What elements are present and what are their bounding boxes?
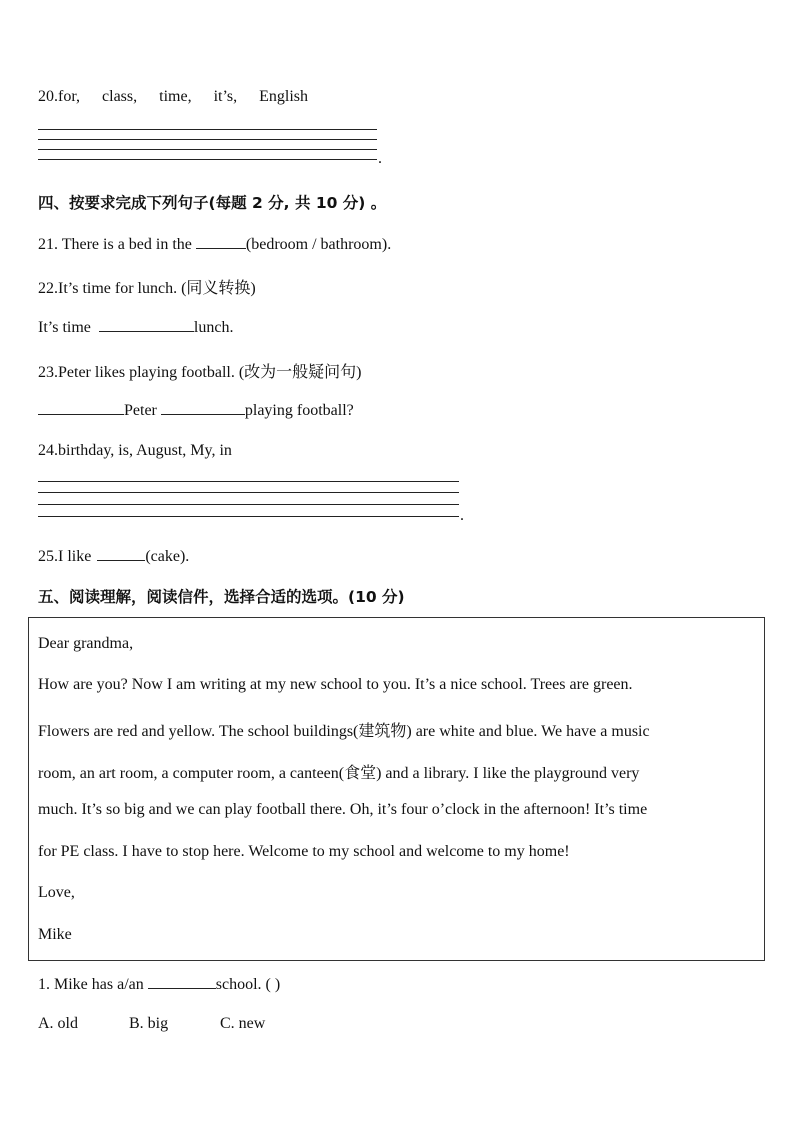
q20-word-5: English: [259, 88, 309, 105]
q20-word-3: time,: [159, 88, 192, 105]
q24-words: birthday, is, August, My, in: [58, 442, 232, 459]
q20-word-2: class,: [102, 88, 138, 105]
letter-line: much. It’s so big and we can play football there. Oh, it’s four o’clock in the afternoon! It’s time: [38, 801, 648, 818]
q24-answer-line-4[interactable]: [38, 516, 459, 517]
q21-blank[interactable]: [196, 234, 246, 249]
q22-blank[interactable]: [99, 317, 194, 332]
q24-prompt: [38, 442, 232, 460]
letter-greeting: Dear grandma,: [38, 635, 134, 652]
question1: [38, 974, 280, 994]
q20-answer-line-1[interactable]: [38, 129, 377, 130]
q23-answer: [38, 400, 354, 420]
q20-prompt: [38, 88, 308, 106]
option-b[interactable]: B. big: [129, 1015, 169, 1032]
q25-prefix: 25.I like: [38, 548, 92, 565]
q20-answer-line-2[interactable]: [38, 139, 377, 140]
letter-line: room, an art room, a computer room, a canteen(食堂) and a library. I like the playground very: [38, 765, 640, 782]
q25-blank[interactable]: [97, 546, 145, 561]
q24-number: 24.: [38, 442, 58, 459]
q21-prefix: 21. There is a bed in the: [38, 236, 192, 253]
question1-suffix: school. ( ): [215, 976, 281, 993]
question1-prefix: 1. Mike has a/an: [38, 976, 144, 993]
option-a[interactable]: A. old: [38, 1015, 78, 1032]
q21: [38, 234, 391, 254]
q22-prompt: 22.It’s time for lunch. (同义转换): [38, 280, 256, 297]
q20-word-1: for,: [58, 88, 81, 105]
question1-blank[interactable]: [148, 974, 216, 989]
q24-answer-line-2[interactable]: [38, 492, 459, 493]
q24-answer-line-1[interactable]: [38, 481, 459, 482]
q23-blank-2[interactable]: [161, 400, 245, 415]
question1-options: [38, 1015, 265, 1033]
letter-closing: Love,: [38, 884, 75, 901]
q23-middle: Peter: [124, 402, 157, 419]
q20-answer-line-4[interactable]: [38, 159, 377, 160]
section5-heading: 五、阅读理解，阅读信件，选择合适的选项。(10 分): [38, 588, 405, 606]
letter-line: for PE class. I have to stop here. Welcome to my school and welcome to my home!: [38, 843, 570, 860]
q20-end-mark: .: [378, 150, 382, 167]
q22-answer-end: lunch.: [193, 319, 234, 336]
q25-hint: (cake).: [145, 548, 190, 565]
q23-blank-1[interactable]: [38, 400, 124, 415]
q22-answer: [38, 317, 233, 337]
letter-box: [28, 617, 765, 961]
letter-signature: Mike: [38, 926, 72, 943]
q24-end-mark: .: [460, 507, 464, 524]
q20-word-4: it’s,: [213, 88, 238, 105]
q24-answer-line-3[interactable]: [38, 504, 459, 505]
q23-prompt: 23.Peter likes playing football. (改为一般疑问句): [38, 364, 362, 381]
letter-line: Flowers are red and yellow. The school buildings(建筑物) are white and blue. We have a music: [38, 723, 650, 740]
q23-end: playing football?: [244, 402, 354, 419]
q20-number: 20.: [38, 88, 58, 105]
section4-heading: 四、按要求完成下列句子(每题 2 分, 共 10 分) 。: [38, 194, 387, 212]
q25: [38, 546, 189, 566]
q20-answer-line-3[interactable]: [38, 149, 377, 150]
q21-hint: (bedroom / bathroom).: [245, 236, 392, 253]
q22-answer-start: It’s time: [38, 319, 91, 336]
option-c[interactable]: C. new: [220, 1015, 266, 1032]
letter-line: How are you? Now I am writing at my new school to you. It’s a nice school. Trees are green.: [38, 676, 633, 693]
